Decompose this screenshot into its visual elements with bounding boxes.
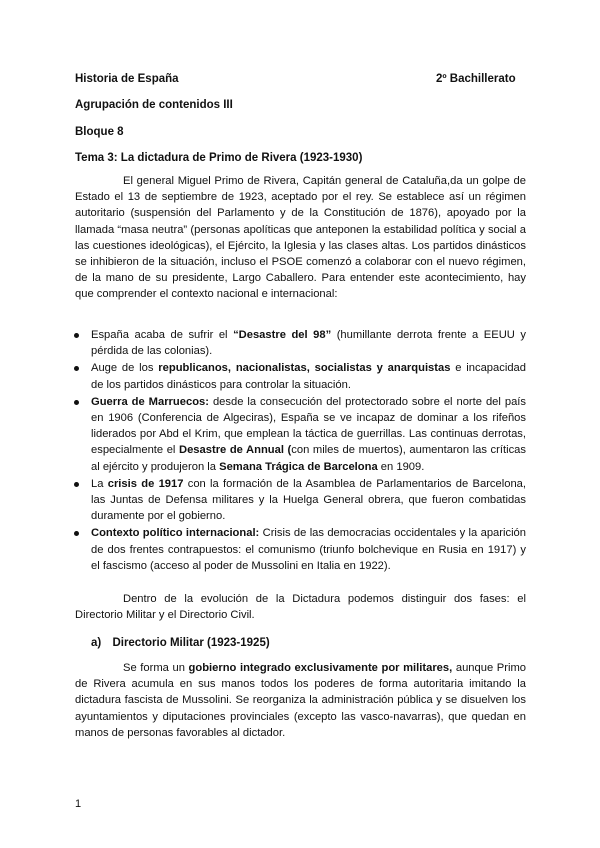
section-a-heading bbox=[91, 637, 270, 649]
course-heading: 2º Bachillerato bbox=[436, 73, 516, 85]
block-heading: Bloque 8 bbox=[75, 126, 124, 138]
phases-paragraph: Dentro de la evolución de la Dictadura podemos distinguir dos fases: el Directorio Militar y el Directorio Civil. bbox=[75, 593, 526, 622]
context-bullet-list bbox=[91, 327, 526, 575]
section-a-paragraph: Se forma un gobierno integrado exclusivamente por militares, aunque Primo de Rivera acumula en sus manos todos los poderes de forma autoritaria imitando la dictadura fascista de Mussolini. Se reorganiza la administración pública y se disuelven los ayuntamientos y diputaciones provinciales (excepto las vasco-navarras), que quedan en manos de personas favorables al dictador. bbox=[75, 662, 526, 739]
bullet-auge-partidos: Auge de los republicanos, nacionalistas, socialistas y anarquistas e incapacidad de los partidos dinásticos para controlar la situación. bbox=[91, 360, 526, 392]
bullet-dot-icon bbox=[74, 482, 79, 487]
section-a-title: Directorio Militar (1923-1925) bbox=[112, 637, 270, 649]
bullet-dot-icon bbox=[74, 333, 79, 338]
section-a-marker: a) bbox=[91, 637, 102, 649]
topic-title: Tema 3: La dictadura de Primo de Rivera (1923-1930) bbox=[75, 152, 363, 164]
page-number: 1 bbox=[75, 798, 82, 810]
subject-heading: Historia de España bbox=[75, 73, 179, 85]
bullet-contexto-internacional: Contexto político internacional: Crisis de las democracias occidentales y la aparición de dos frentes contrapuestos: el comunismo (triunfo bolchevique en Rusia en 1917) y el fascismo (acceso al poder de Mussolini en Italia en 1922). bbox=[91, 525, 526, 574]
bullet-guerra-marruecos: Guerra de Marruecos: desde la consecución del protectorado sobre el norte del país en 1906 (Conferencia de Algeciras), España se ve incapaz de dominar a los rifeños liderados por Abd el Krim, que emplean la táctica de guerrillas. Las continuas derrotas, especialmente el Desastre de Annual (con miles de muertos), aumentaron las críticas al ejército y produjeron la Semana Trágica de Barcelona en 1909. bbox=[91, 394, 526, 475]
intro-paragraph: El general Miguel Primo de Rivera, Capitán general de Cataluña,da un golpe de Estado el 13 de septiembre de 1923, aceptado por el rey. Se establece así un régimen autoritario (suspensión del Parlamento y de la Constitución de 1876), apoyado por la llamada “masa neutra” (personas apolíticas que anteponen la estabilidad política y social a las cuestiones ideológicas), el Ejército, la Iglesia y las clases altas. Los partidos dinásticos se inhibieron de la situación, incluso el PSOE comenzó a colaborar con el nuevo régimen, de la mano de su presidente, Largo Caballero. Para entender este acontecimiento, hay que comprender el contexto nacional e internacional: bbox=[75, 175, 526, 301]
bullet-desastre-98: España acaba de sufrir el “Desastre del 98” (humillante derrota frente a EEUU y pérdida de las colonias). bbox=[91, 327, 526, 359]
bullet-dot-icon bbox=[74, 400, 79, 405]
content-group-heading: Agrupación de contenidos III bbox=[75, 99, 233, 111]
bullet-dot-icon bbox=[74, 366, 79, 371]
bullet-crisis-1917: La crisis de 1917 con la formación de la Asamblea de Parlamentarios de Barcelona, las Juntas de Defensa militares y la Huelga General obrera, que fueron combatidas duramente por el gobierno. bbox=[91, 476, 526, 525]
bullet-dot-icon bbox=[74, 531, 79, 536]
